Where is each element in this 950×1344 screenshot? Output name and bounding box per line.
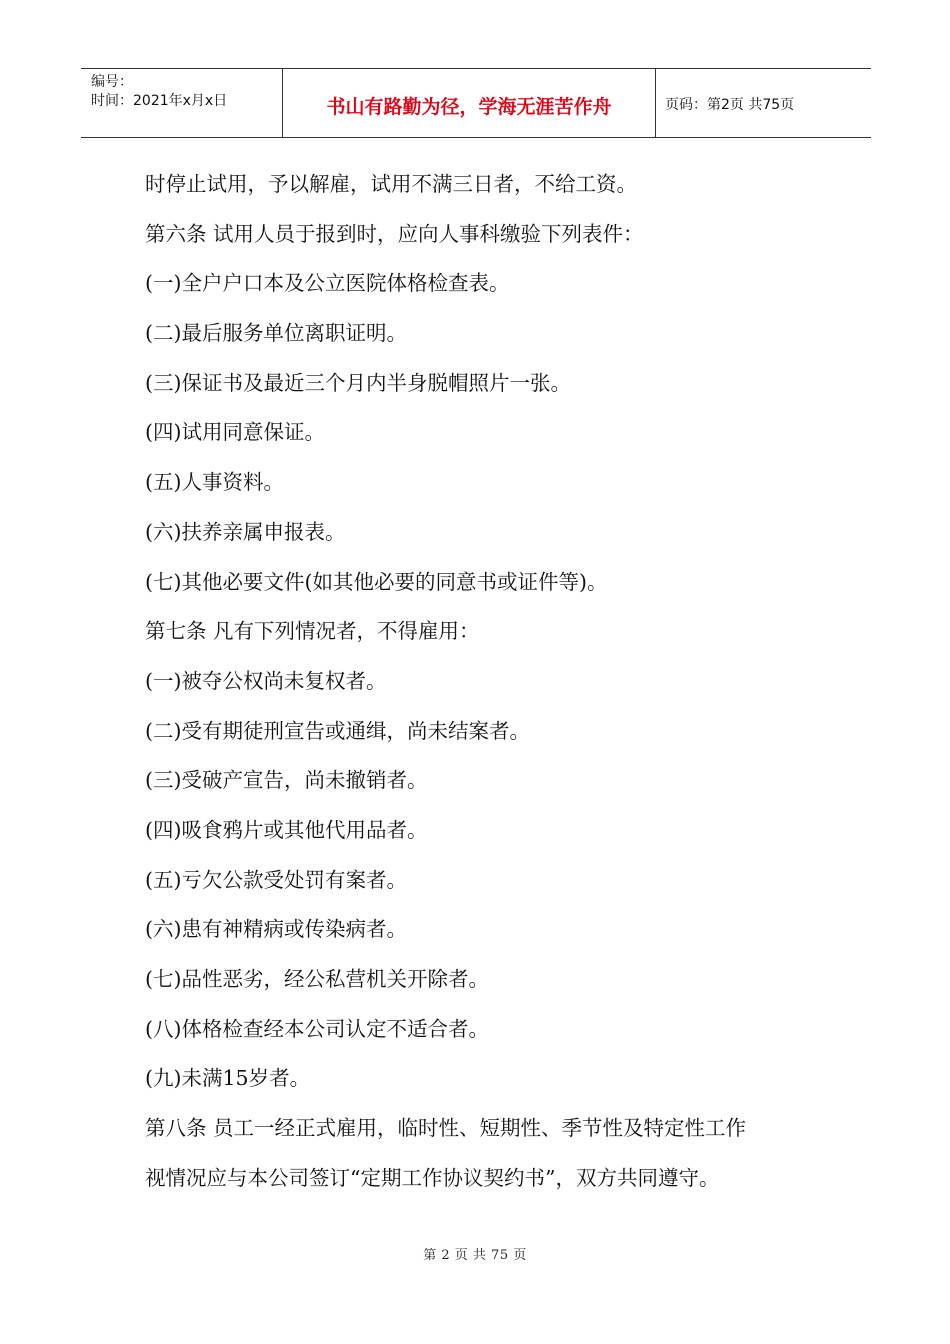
body-line: (六)患有神精病或传染病者。 (145, 917, 407, 942)
document-body (145, 160, 845, 1203)
page-header (81, 68, 871, 138)
body-line: 第六条 试用人员于报到时，应向人事科缴验下列表件： (145, 221, 644, 246)
body-line: (二)最后服务单位离职证明。 (145, 321, 407, 346)
document-number-label: 编号： (91, 74, 133, 90)
header-page-info: 页码：第2页 共75页 (665, 97, 795, 113)
body-line: 时停止试用，予以解雇，试用不满三日者，不给工资。 (145, 172, 637, 196)
document-time-label: 时间：2021年x月x日 (91, 93, 228, 109)
header-divider-right (655, 69, 656, 137)
body-line: 视情况应与本公司签订“定期工作协议契约书”，双方共同遵守。 (145, 1165, 720, 1190)
body-line: 第七条 凡有下列情况者，不得雇用： (145, 619, 480, 644)
body-line: (五)人事资料。 (145, 470, 284, 495)
body-line: (四)试用同意保证。 (145, 420, 325, 445)
body-line: (五)亏欠公款受处罚有案者。 (145, 867, 407, 892)
body-line: (二)受有期徒刑宣告或通缉，尚未结案者。 (145, 718, 530, 743)
body-line: (七)品性恶劣，经公私营机关开除者。 (145, 967, 489, 991)
body-line: (六)扶养亲属申报表。 (145, 519, 346, 544)
body-line: (八)体格检查经本公司认定不适合者。 (145, 1016, 489, 1041)
body-line: (一)全户户口本及公立医院体格检查表。 (145, 271, 510, 296)
header-meta (91, 73, 227, 111)
body-line: (九)未满15岁者。 (145, 1066, 311, 1091)
body-line: (三)保证书及最近三个月内半身脱帽照片一张。 (145, 370, 571, 395)
header-motto: 书山有路勤为径，学海无涯苦作舟 (326, 95, 612, 118)
body-line: (四)吸食鸦片或其他代用品者。 (145, 817, 428, 842)
body-line: (一)被夺公权尚未复权者。 (145, 668, 387, 693)
body-line: (三)受破产宣告，尚未撤销者。 (145, 768, 428, 793)
body-line: 第八条 员工一经正式雇用，临时性、短期性、季节性及特定性工作 (145, 1116, 747, 1141)
page-footer: 第 2 页 共 75 页 (423, 1248, 527, 1263)
body-line: (七)其他必要文件(如其他必要的同意书或证件等)。 (145, 569, 608, 594)
